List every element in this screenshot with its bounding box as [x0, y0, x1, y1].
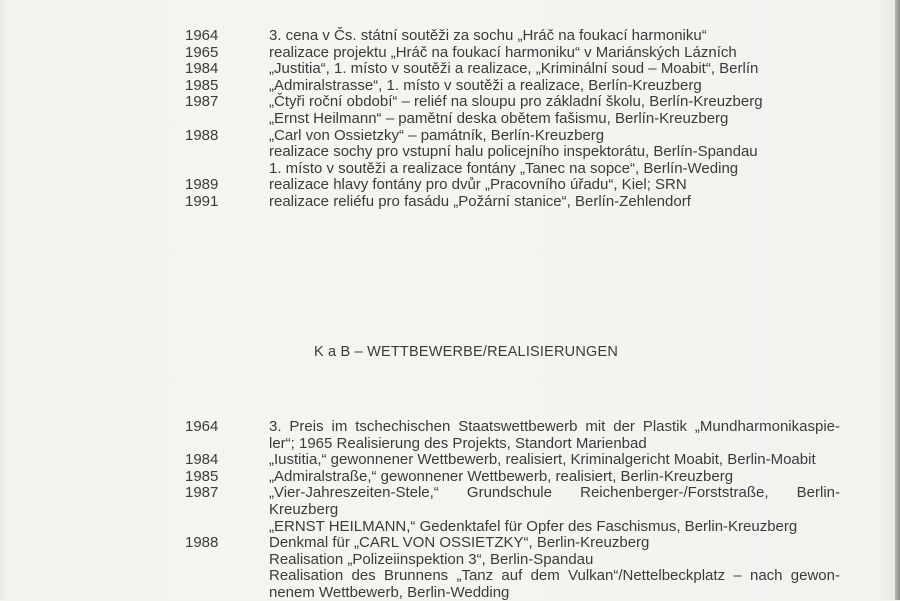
section-heading: K a B – WETTBEWERBE/REALISIERUNGEN	[313, 344, 619, 360]
entry-text: realizace hlavy fontány pro dvůr „Pracovního úřadu“, Kiel; SRN	[269, 176, 687, 194]
entry-text: Realisation des Brunnens „Tanz auf dem Vulkan“/Nettelbeckplatz – nach gewon-	[269, 567, 840, 585]
entry-text: „Iustitia,“ gewonnener Wettbewerb, realisiert, Kriminalgericht Moabit, Berlin-Moabit	[269, 451, 816, 469]
entry-text: „Admiralstraße,“ gewonnener Wettbewerb, realisiert, Berlin-Kreuzberg	[269, 467, 734, 485]
year-label: 1988	[185, 126, 219, 144]
year-label: 1984	[185, 60, 219, 78]
year-label: 1985	[185, 467, 219, 485]
year-label: 1985	[185, 76, 219, 94]
entry-text: Denkmal für „CARL VON OSSIETZKY“, Berlin-Kreuzberg	[269, 534, 650, 552]
entry-text: 1. místo v soutěži a realizace fontány „Tanec na sopce“, Berlín-Weding	[269, 159, 739, 177]
entry-text: realizace reliéfu pro fasádu „Požární stanice“, Berlín-Zehlendorf	[269, 193, 691, 210]
year-label: 1964	[185, 418, 219, 435]
year-label: 1987	[185, 484, 219, 502]
year-label: 1988	[185, 534, 219, 552]
year-label: 1984	[185, 451, 219, 469]
entry-text: „ERNST HEILMANN,“ Gedenktafel für Opfer des Faschismus, Berlin-Kreuzberg	[269, 517, 798, 535]
entry-text: „Ernst Heilmann“ – pamětní deska obětem fašismu, Berlín-Kreuzberg	[269, 110, 729, 127]
entry-text: realizace sochy pro vstupní halu policejního inspektorátu, Berlín-Spandau	[269, 143, 758, 161]
entry-text: nenem Wettbewerb, Berlin-Wedding	[269, 584, 510, 601]
entry-text: realizace projektu „Hráč na foukací harmoniku“ v Mariánských Lázních	[269, 43, 737, 61]
year-label: 1964	[185, 27, 219, 44]
entry-text: 3. cena v Čs. státní soutěži za sochu „Hráč na foukací harmoniku“	[269, 27, 707, 44]
entry-text: Realisation „Polizeiinspektion 3“, Berlin-Spandau	[269, 550, 594, 568]
entry-text: „Čtyři roční období“ – reliéf na sloupu pro základní školu, Berlín-Kreuzberg	[269, 93, 763, 111]
entry-text: „Vier-Jahreszeiten-Stele,“ Grundschule Reichenberger-/Forststraße, Berlin-	[269, 484, 840, 502]
entry-text: 3. Preis im tschechischen Staatswettbewerb mit der Plastik „Mundharmonikaspie-	[269, 418, 840, 435]
page-edge-shadow	[895, 0, 900, 600]
year-label: 1987	[185, 93, 219, 111]
entry-text: ler“; 1965 Realisierung des Projekts, Standort Marienbad	[269, 434, 647, 452]
year-label: 1965	[185, 43, 219, 61]
year-label: 1989	[185, 176, 219, 194]
year-label: 1991	[185, 193, 219, 210]
entry-text: „Justitia“, 1. místo v soutěži a realizace, „Kriminální soud – Moabit“, Berlín	[269, 60, 759, 78]
entry-text: „Carl von Ossietzky“ – památník, Berlín-Kreuzberg	[269, 126, 605, 144]
entry-text: Kreuzberg	[269, 501, 339, 518]
entry-text: „Admiralstrasse“, 1. místo v soutěži a realizace, Berlín-Kreuzberg	[269, 76, 702, 94]
